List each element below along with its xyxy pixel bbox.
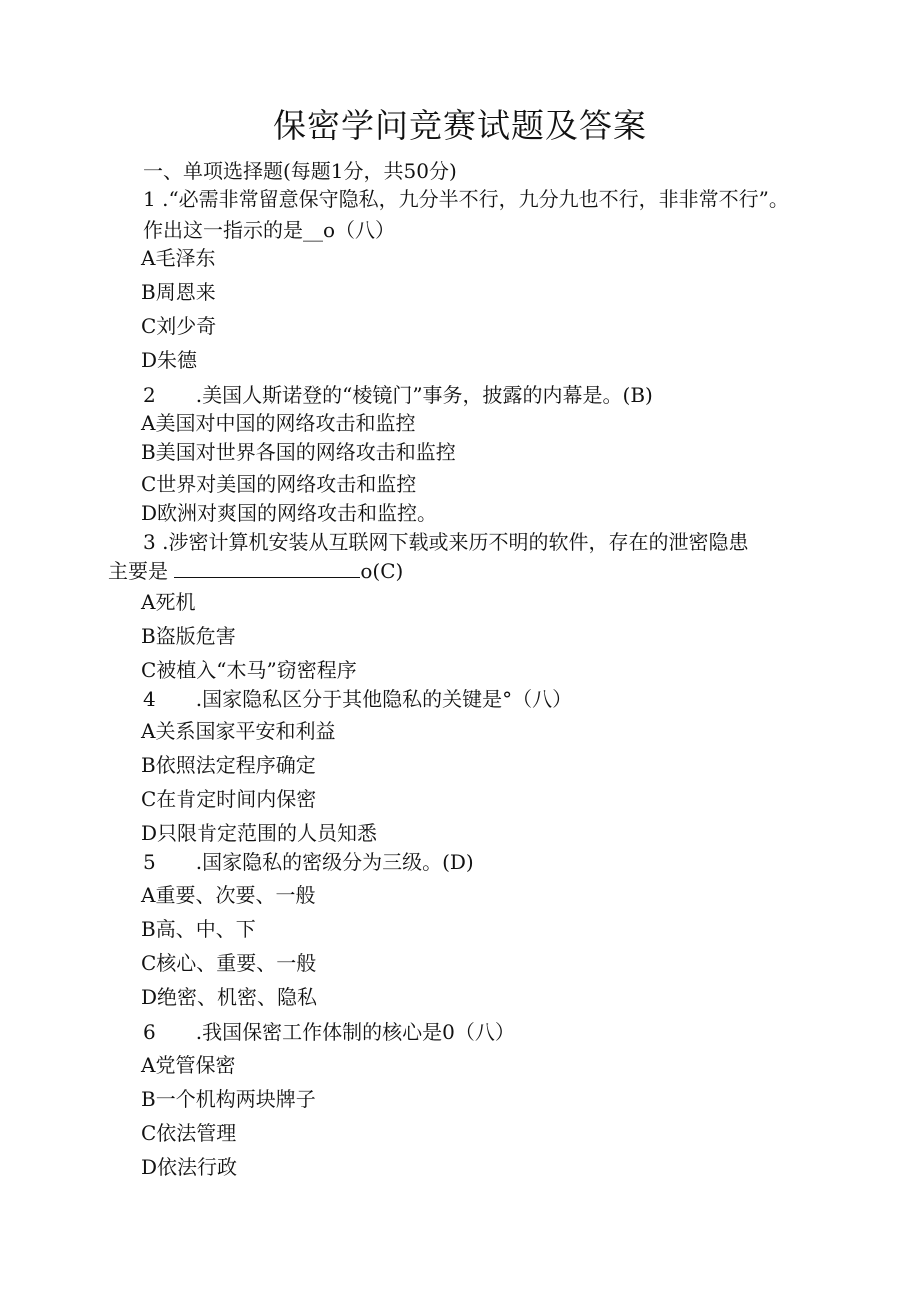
option-2a: A美国对中国的网络攻击和监控 [141, 411, 416, 435]
option-6a: A党管保密 [141, 1053, 236, 1077]
option-2d: D欧洲对爽国的网络攻击和监控。 [141, 501, 438, 525]
question-text: .国家隐私的密级分为三级。(D) [195, 850, 474, 874]
question-number: 6 [143, 1020, 156, 1044]
question-number: 3 [143, 530, 156, 554]
option-3a: A死机 [141, 590, 196, 614]
option-4d: D只限肯定范围的人员知悉 [141, 821, 378, 845]
question-3-line-2 [108, 556, 403, 586]
question-number: 4 [143, 687, 156, 711]
question-4 [143, 684, 572, 714]
question-2 [143, 380, 653, 410]
question-text: .我国保密工作体制的核心是0（八） [195, 1020, 515, 1044]
section-heading: 一、单项选择题(每题1分，共50分) [143, 159, 457, 183]
question-number: 2 [143, 383, 156, 407]
option-4a: A关系国家平安和利益 [141, 719, 336, 743]
question-1 [143, 184, 803, 246]
option-2c: C世界对美国的网络攻击和监控 [141, 472, 417, 496]
question-text: .国家隐私区分于其他隐私的关键是°（八） [195, 687, 573, 711]
question-text: .“必需非常留意保守隐私，九分半不行，九分九也不行，非非常不行”。作出这一指示的是__o（八） [143, 187, 789, 242]
question-number: 1 [143, 187, 156, 211]
option-3b: B盗版危害 [141, 624, 236, 648]
option-1d: D朱德 [141, 348, 198, 372]
question-text: .美国人斯诺登的“棱镜门”事务，披露的内幕是。(B) [195, 383, 653, 407]
option-1b: B周恩来 [141, 280, 216, 304]
question-6 [143, 1017, 515, 1047]
question-text: .涉密计算机安装从互联网下载或来历不明的软件，存在的泄密隐患 [162, 530, 749, 554]
option-6c: C依法管理 [141, 1121, 237, 1145]
option-1c: C刘少奇 [141, 314, 217, 338]
question-3-line-1 [143, 527, 748, 557]
option-6d: D依法行政 [141, 1155, 238, 1179]
question-answer: o(C) [360, 559, 404, 583]
option-3c: C被植入“木马”窃密程序 [141, 658, 357, 682]
option-6b: B一个机构两块牌子 [141, 1087, 316, 1111]
option-4c: C在肯定时间内保密 [141, 787, 317, 811]
option-4b: B依照法定程序确定 [141, 753, 316, 777]
question-number: 5 [143, 850, 156, 874]
option-5c: C核心、重要、一般 [141, 951, 317, 975]
option-2b: B美国对世界各国的网络攻击和监控 [141, 440, 456, 464]
option-1a: A毛泽东 [141, 246, 216, 270]
answer-blank [174, 557, 360, 578]
option-5b: B高、中、下 [141, 917, 256, 941]
document-title: 保密学问竞赛试题及答案 [273, 106, 647, 145]
option-5d: D绝密、机密、隐私 [141, 985, 318, 1009]
question-5 [143, 847, 474, 877]
option-5a: A重要、次要、一般 [141, 883, 316, 907]
question-text: 主要是 [108, 559, 168, 583]
